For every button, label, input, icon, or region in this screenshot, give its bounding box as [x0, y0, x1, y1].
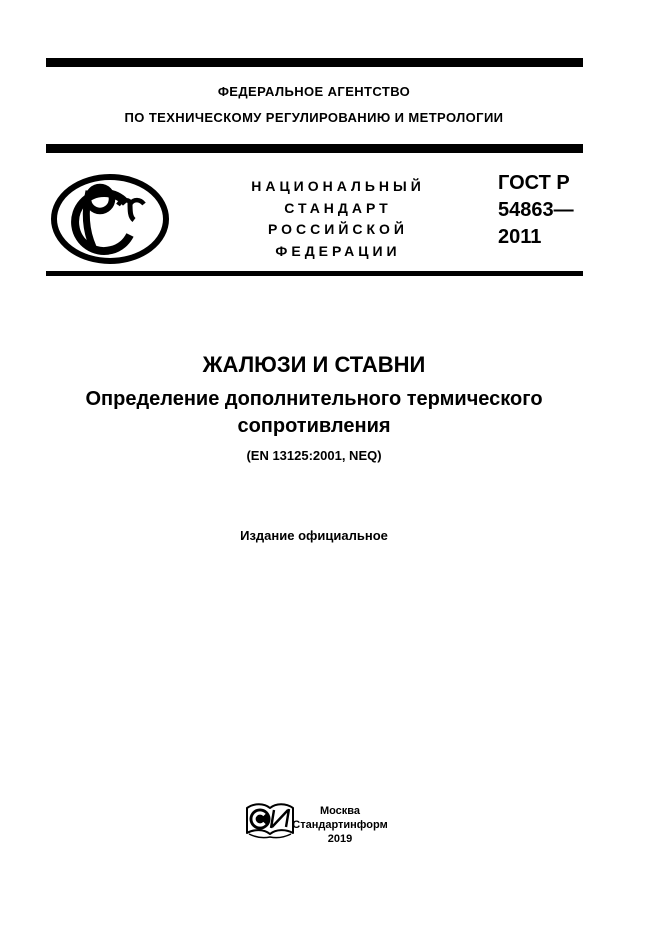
designation-line: СТАНДАРТ — [284, 199, 392, 216]
edition-note: Издание официальное — [240, 528, 388, 543]
agency-name-line-1: ФЕДЕРАЛЬНОЕ АГЕНТСТВО — [217, 84, 411, 99]
document-subtitle — [0, 386, 628, 440]
agency-name-line-2: ПО ТЕХНИЧЕСКОМУ РЕГУЛИРОВАНИЮ И МЕТРОЛОГИИ — [124, 110, 504, 125]
standard-code-line: 2011 — [498, 226, 542, 248]
document-subtitle-line: сопротивления — [237, 415, 391, 437]
imprint-publisher: Стандартинформ — [292, 819, 388, 831]
imprint-city: Москва — [319, 805, 361, 817]
document-title: ЖАЛЮЗИ И СТАВНИ — [202, 352, 426, 377]
middle-rule — [46, 144, 583, 153]
standard-code-line: ГОСТ Р — [498, 172, 570, 194]
standard-code — [498, 170, 574, 251]
imprint-year: 2019 — [327, 833, 353, 845]
rst-certification-mark-icon — [50, 173, 170, 270]
top-rule — [46, 58, 583, 67]
designation-line: НАЦИОНАЛЬНЫЙ — [251, 178, 425, 194]
designation-line: РОССИЙСКОЙ — [268, 221, 408, 237]
designation-line: ФЕДЕРАЦИИ — [275, 242, 401, 259]
lower-rule — [46, 271, 583, 276]
standard-code-line: 54863— — [498, 199, 574, 221]
standard-designation — [180, 176, 496, 262]
imprint-block — [283, 804, 397, 846]
document-subtitle-line: Определение дополнительного термического — [85, 388, 543, 410]
international-reference: (EN 13125:2001, NEQ) — [246, 448, 382, 463]
